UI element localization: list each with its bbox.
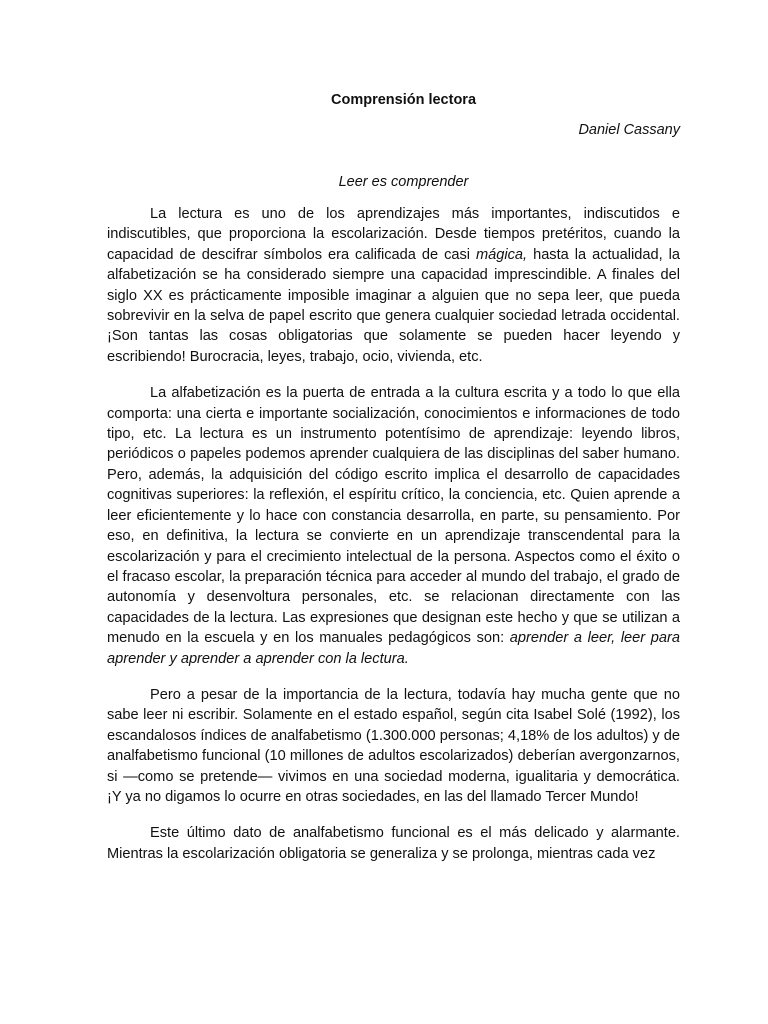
document-author: Daniel Cassany: [578, 122, 680, 138]
document-title: Comprensión lectora: [330, 92, 477, 108]
section-subtitle: Leer es comprender: [338, 174, 469, 190]
paragraph-italic: mágica,: [476, 246, 528, 263]
paragraph-3: [107, 685, 680, 807]
paragraph-text: Pero a pesar de la importancia de la lectura, todavía hay mucha gente que no sabe leer ni escribir. Solamente en el estado español, según cita Isabel Solé (1992), los escandalosos índices de analfabetismo (1.300.000 personas; 4,18% de los adultos) y de analfabetismo funcional (10 millones de adultos escolarizados) deberían avergonzarnos, si —como se pretende— vivimos en una sociedad moderna, igualitaria y democrática. ¡Y ya no digamos lo ocurre en otras sociedades, en las del llamado Tercer Mundo!: [107, 686, 680, 805]
paragraph-text: Este último dato de analfabetismo funcional es el más delicado y alarmante. Mientras la escolarización obligatoria se generaliza y se prolonga, mientras cada vez: [107, 825, 680, 862]
paragraph-italic: aprender a leer, leer para aprender y aprender a aprender con la lectura.: [107, 630, 680, 667]
paragraph-1: [107, 204, 680, 367]
paragraph-text: hasta la actualidad, la alfabetización se ha considerado siempre una capacidad imprescindible. A finales del siglo XX es prácticamente imposible imaginar a alguien que no sepa leer, que pueda sobrevivir en la selva de papel escrito que genera cualquier sociedad letrada occidental. ¡Son tantas las cosas obligatorias que solamente se pueden hacer leyendo y escribiendo! Burocracia, leyes, trabajo, ocio, vivienda, etc.: [107, 246, 680, 365]
paragraph-text: La lectura es uno de los aprendizajes más importantes, indiscutidos e indiscutibles, que proporciona la escolarización. Desde tiempos pretéritos, cuando la capacidad de descifrar símbolos era calificada de casi: [107, 206, 680, 263]
paragraph-4: [107, 823, 680, 864]
paragraph-2: [107, 383, 680, 669]
paragraph-text: La alfabetización es la puerta de entrada a la cultura escrita y a todo lo que ella comporta: una cierta e importante socialización, conocimientos e informaciones de todo tipo, etc. La lectura es un instrumento potentísimo de aprendizaje: leyendo libros, periódicos o papeles podemos aprender cualquiera de las disciplinas del saber humano. Pero, además, la adquisición del código escrito implica el desarrollo de capacidades cognitivas superiores: la reflexión, el espíritu crítico, la conciencia, etc. Quien aprende a leer eficientemente y lo hace con constancia desarrolla, en parte, su pensamiento. Por eso, en definitiva, la lectura se convierte en un aprendizaje transcendental para la escolarización y para el crecimiento intelectual de la persona. Aspectos como el éxito o el fracaso escolar, la preparación técnica para acceder al mundo del trabajo, el grado de autonomía y desenvoltura personales, etc. se relacionan directamente con las capacidades de la lectura. Las expresiones que designan este hecho y que se utilizan a menudo en la escuela y en los manuales pedagógicos son:: [107, 385, 680, 647]
